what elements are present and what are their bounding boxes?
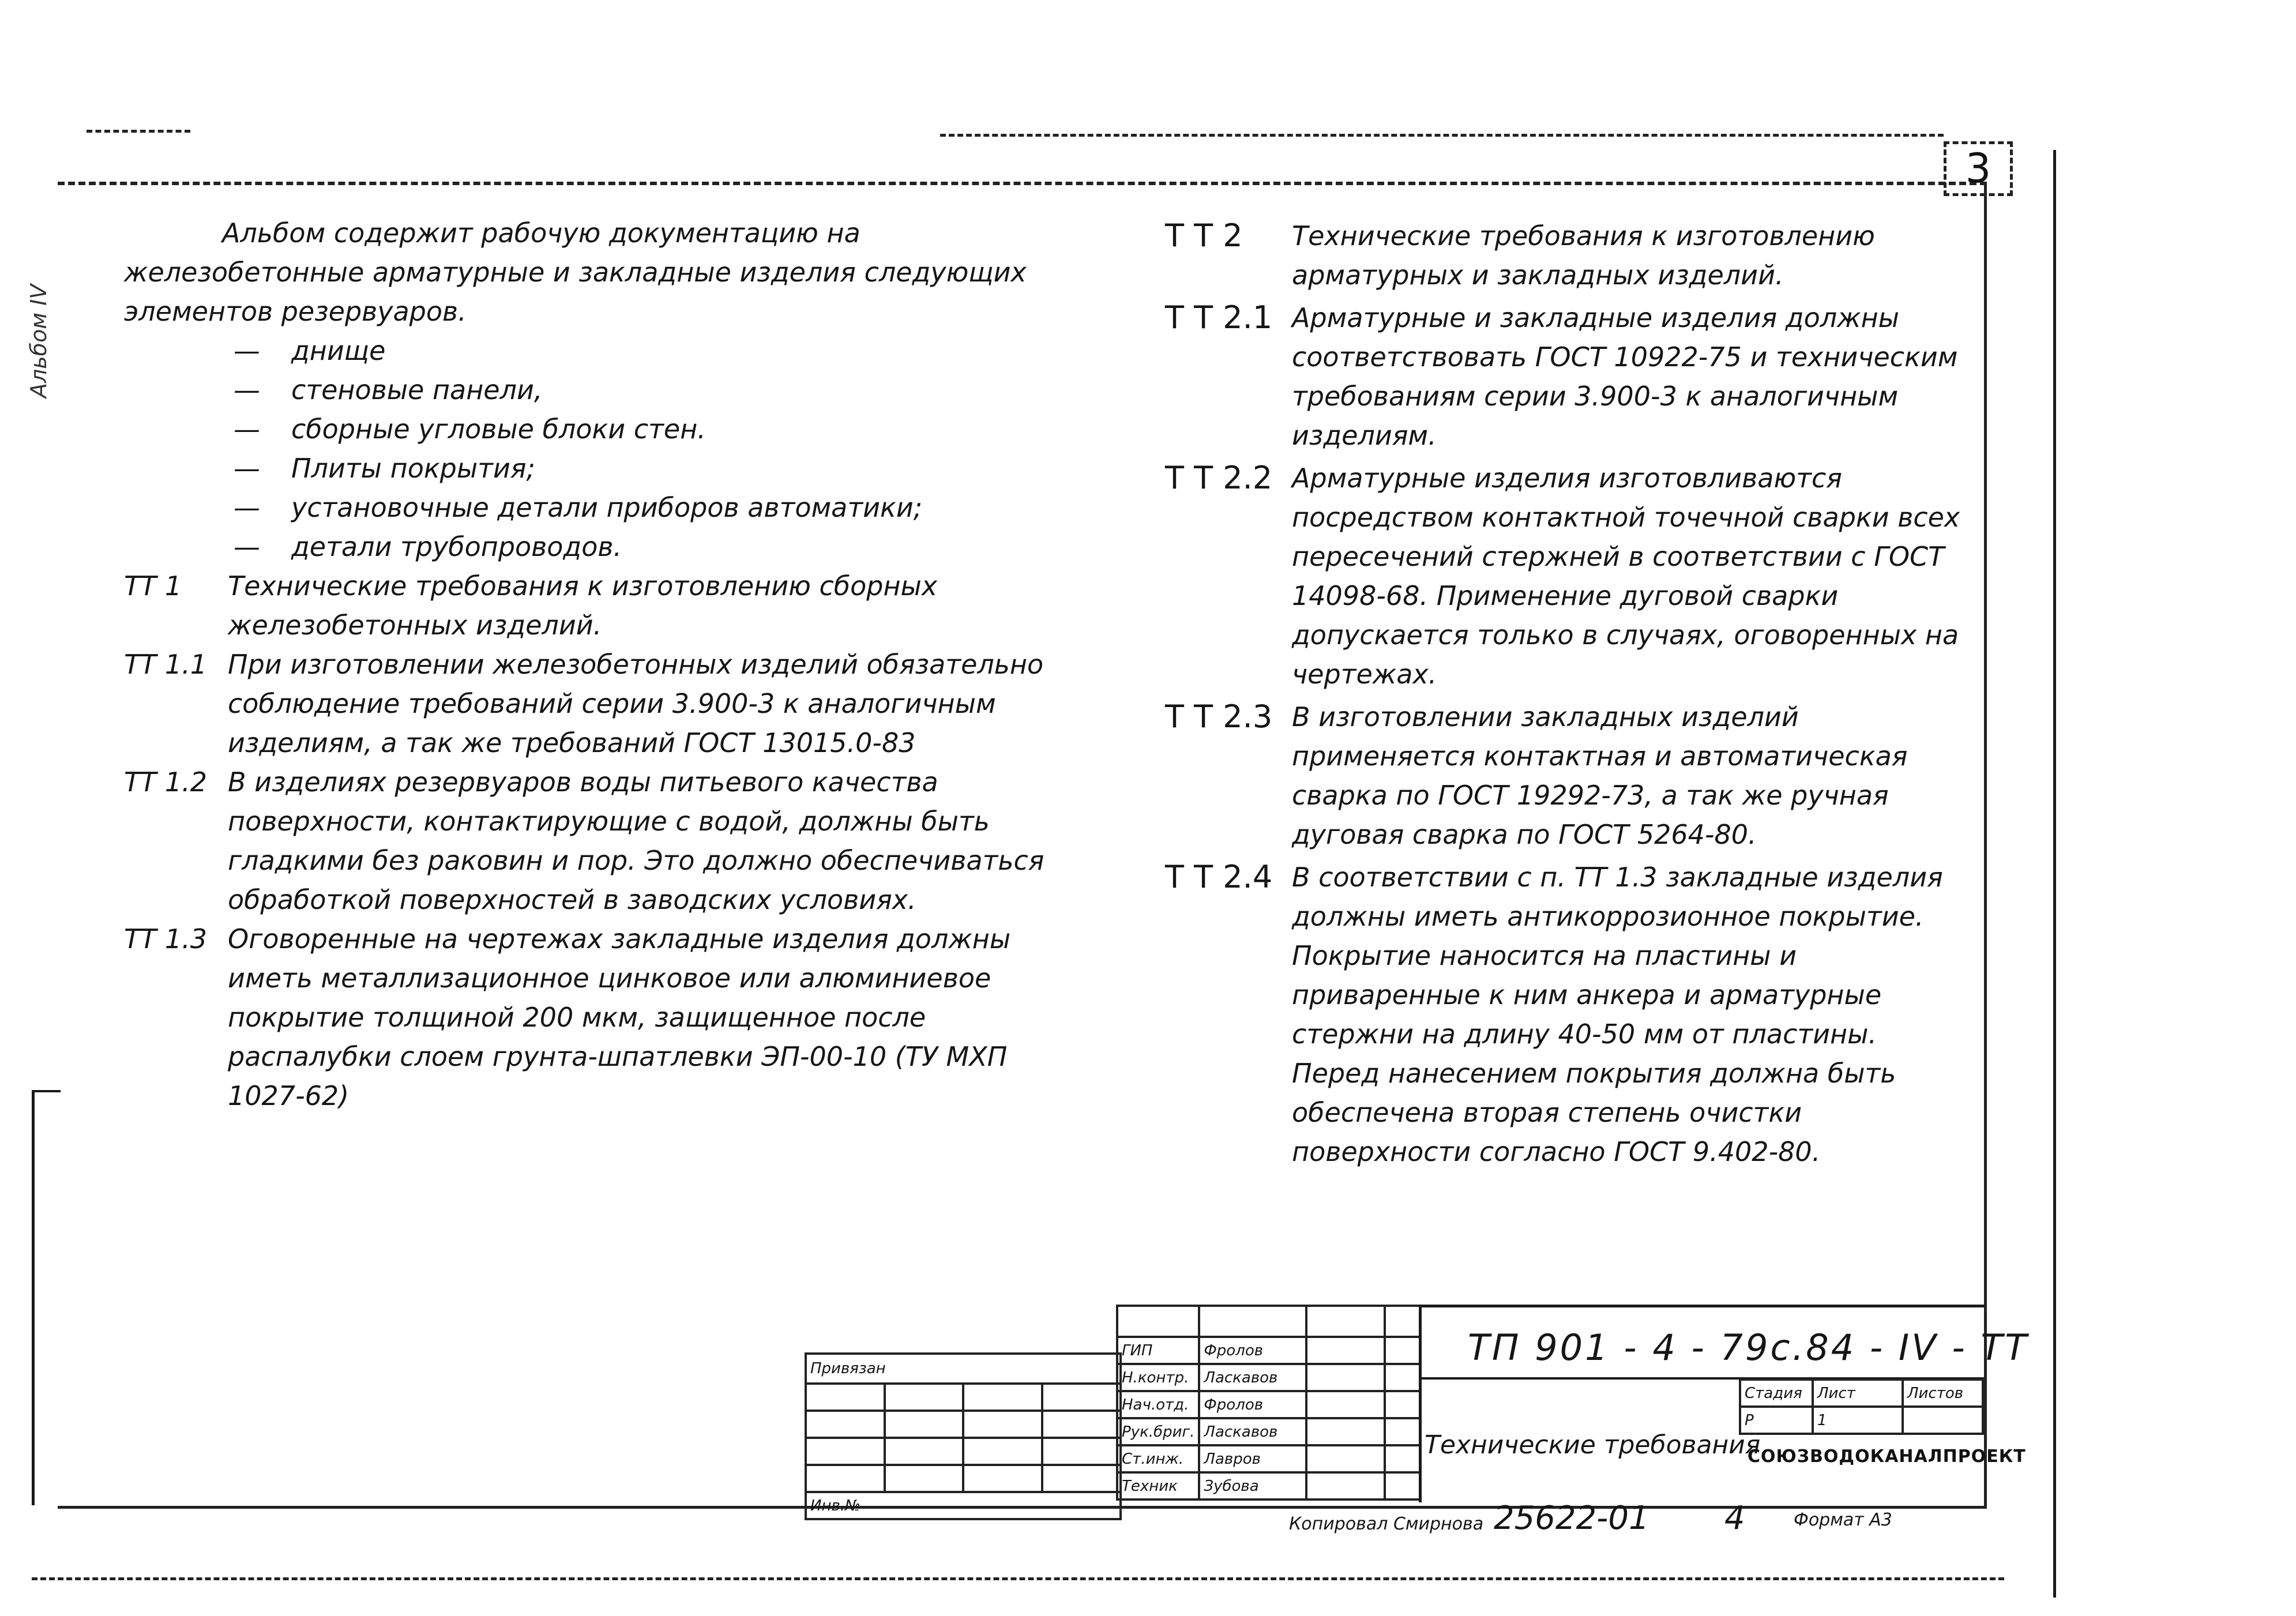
- list-item: — Плиты покрытия;: [234, 453, 536, 484]
- title-block-signatures: [1116, 1305, 1422, 1501]
- stage-value: Р: [1740, 1407, 1813, 1434]
- intro-paragraph: Альбом содержит рабочую документацию на железобетонные арматурные и закладные изделия следующих элементов резервуаров.: [124, 217, 1027, 327]
- section-tt1-1: ТТ 1.1 При изготовлении железобетонных изделий обязательно соблюдение требований серии 3.900-3 к аналогичным изделиям, а так же требований ГОСТ 13015.0-83: [124, 649, 1044, 758]
- archive-number: 25622-01: [1494, 1500, 1649, 1537]
- section-tt2: Т Т 2 Технические требования к изготовлению арматурных и закладных изделий.: [1165, 217, 1875, 291]
- section-tt1-2: ТТ 1.2 В изделиях резервуаров воды питьевого качества поверхности, контактирующие с водой, должны быть гладкими без раковин и пор. Это должно обеспечиваться обработкой поверхностей в заводских условиях.: [124, 766, 1044, 915]
- title-block-left-grid: [805, 1352, 1122, 1520]
- sheet-header: Лист: [1813, 1380, 1903, 1407]
- sheets-value: [1903, 1407, 1983, 1434]
- title-block-top: [1419, 1305, 1984, 1307]
- copied-by: Копировал Смирнова: [1289, 1514, 1484, 1534]
- section-tt1-3: ТТ 1.3 Оговоренные на чертежах закладные изделия должны иметь металлизационное цинковое или алюминиевое покрытие толщиной 200 мкм, защищенное после распалубки слоем грунта-шпатлевки ЭП-00-10 (ТУ МХП 1027-62): [124, 923, 1011, 1111]
- role-cell: Техник: [1117, 1472, 1199, 1500]
- section-tt1: ТТ 1 Технические требования к изготовлению сборных железобетонных изделий.: [124, 570, 938, 641]
- stage-sheet-grid: [1739, 1378, 1984, 1435]
- right-margin-line: [2053, 150, 2056, 1598]
- section-tt2-2: Т Т 2.2 Арматурные изделия изготовливаются посредством контактной точечной сварки всех пересечений стержней в соответствии с ГОСТ 14098-68. Применение дуговой сварки допускается только в случаях, оговоренных на чертежах.: [1165, 460, 1960, 690]
- list-item: — стеновые панели,: [234, 374, 543, 405]
- role-cell: Н.контр.: [1117, 1364, 1199, 1391]
- name-cell: Ласкавов: [1199, 1418, 1306, 1445]
- sheet-value: 1: [1813, 1407, 1903, 1434]
- section-tt2-3: Т Т 2.3 В изготовлении закладных изделий применяется контактная и автоматическая сварка по ГОСТ 19292-73, а так же ручная дуговая сварка по ГОСТ 5264-80.: [1165, 698, 1908, 850]
- footer-sheet: 4: [1724, 1500, 1745, 1537]
- role-cell: Рук.бриг.: [1117, 1418, 1199, 1445]
- organization: СОЮЗВОДОКАНАЛПРОЕКТ: [1748, 1446, 2026, 1467]
- name-cell: Фролов: [1199, 1391, 1306, 1418]
- sheets-header: Листов: [1903, 1380, 1983, 1407]
- side-tag: Альбом IV: [26, 284, 51, 398]
- name-cell: Фролов: [1199, 1337, 1306, 1364]
- role-cell: Нач.отд.: [1117, 1391, 1199, 1418]
- privyazan-label: Привязан: [806, 1354, 1121, 1384]
- section-tt2-1: Т Т 2.1 Арматурные и закладные изделия должны соответствовать ГОСТ 10922-75 и техническим требованиям серии 3.900-3 к аналогичным изделиям.: [1165, 299, 1958, 451]
- title-block-divider: [1419, 1305, 1422, 1502]
- right-column: [1165, 216, 1961, 1175]
- left-stub-h: [32, 1090, 61, 1092]
- role-cell: ГИП: [1117, 1337, 1199, 1364]
- page-number: 3: [1944, 141, 2013, 196]
- name-cell: Лавров: [1199, 1445, 1306, 1472]
- stage-header: Стадия: [1740, 1380, 1813, 1407]
- document-title: Технические требования: [1425, 1430, 1761, 1460]
- list-item: — детали трубопроводов.: [234, 531, 622, 562]
- name-cell: Зубова: [1199, 1472, 1306, 1500]
- top-dash-right: [940, 134, 1944, 137]
- left-stub: [32, 1090, 35, 1505]
- list-item: — днище: [234, 335, 386, 366]
- role-cell: Ст.инж.: [1117, 1445, 1199, 1472]
- bottom-dash: [32, 1577, 2004, 1580]
- name-cell: Ласкавов: [1199, 1364, 1306, 1391]
- list-item: — сборные угловые блоки стен.: [234, 414, 706, 445]
- left-column: [124, 213, 1070, 1115]
- section-tt2-4: Т Т 2.4 В соответствии с п. ТТ 1.3 закладные изделия должны иметь антикоррозионное покрытие. Покрытие наносится на пластины и приваренные к ним анкера и арматурные стержни на длину 40-50 мм от пластины. Перед нанесением покрытия должна быть обеспечена вторая степень очистки поверхности согласно ГОСТ 9.402-80.: [1165, 859, 1943, 1167]
- document-code: ТП 901 - 4 - 79с.84 - IV - ТТ: [1468, 1326, 2030, 1369]
- format-label: Формат А3: [1794, 1510, 1892, 1530]
- top-dash-left: [87, 130, 190, 133]
- inv-no-label: Инв.№: [806, 1492, 1121, 1519]
- list-item: — установочные детали приборов автоматики;: [234, 492, 923, 523]
